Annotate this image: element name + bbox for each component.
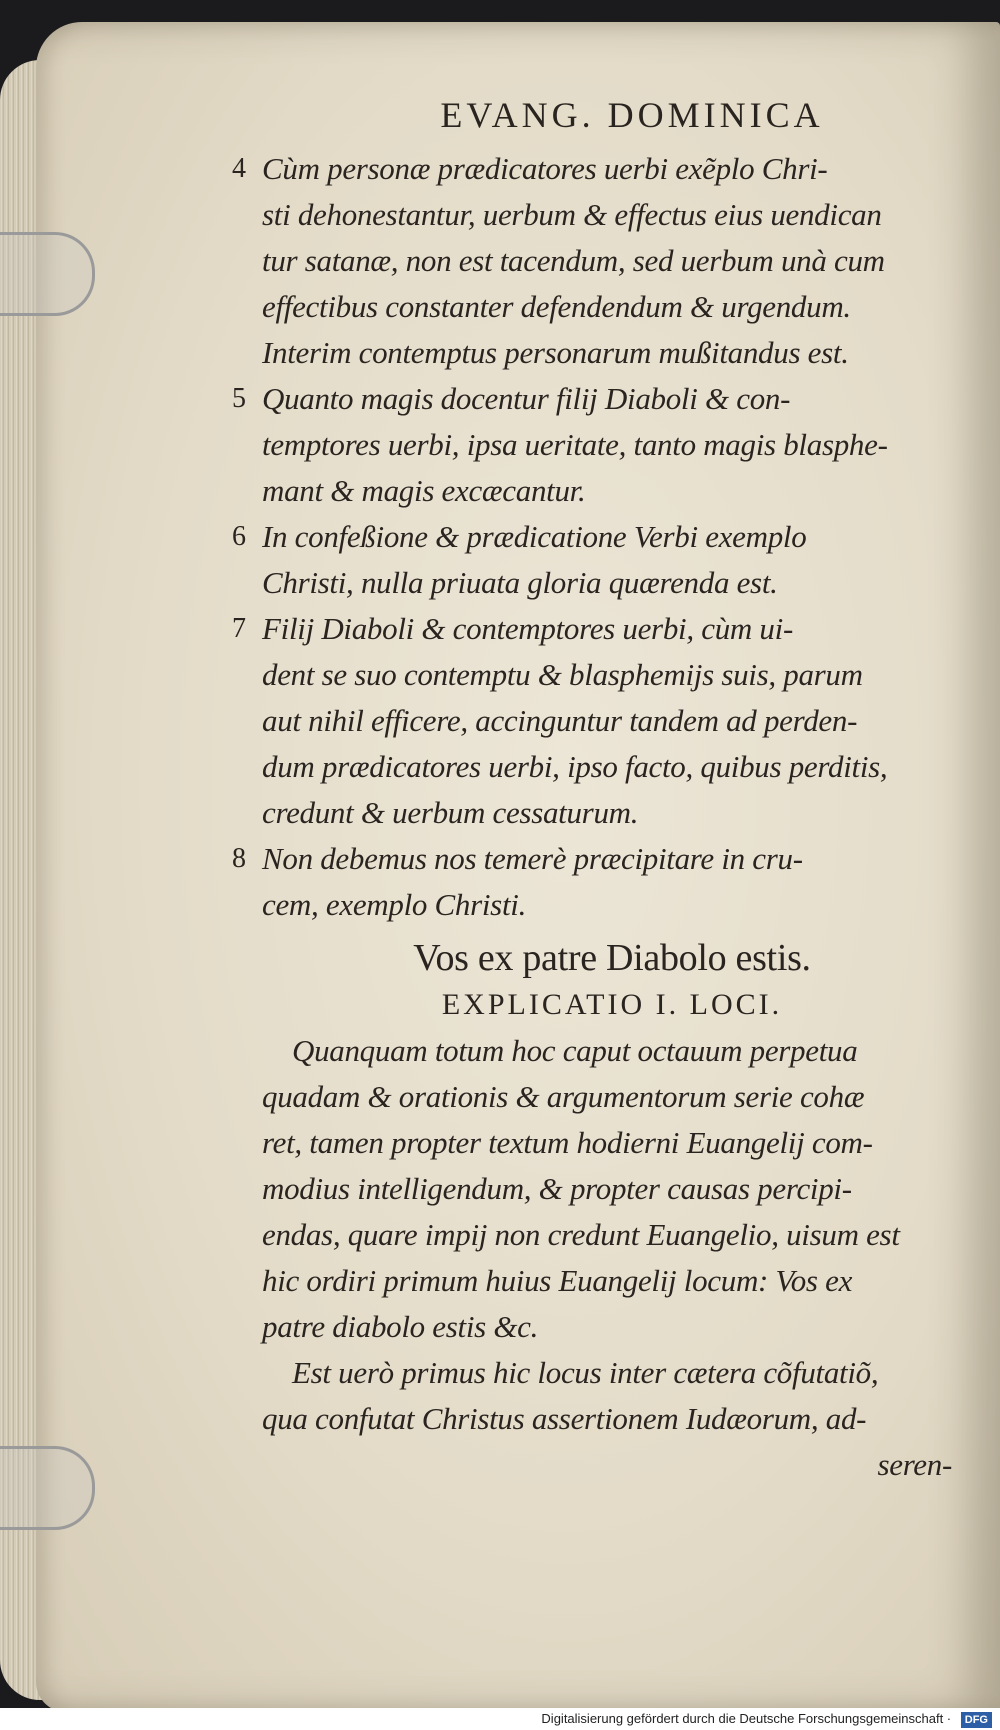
list-item-6: [232, 514, 962, 606]
paragraph-2: [262, 1350, 962, 1442]
item-number: 6: [232, 521, 246, 552]
text-line: Est uerò primus hic locus inter cætera cõfutatiõ,: [292, 1355, 879, 1390]
text-line: Interim contemptus personarum mußitandus est.: [262, 335, 849, 370]
paragraph-1: [262, 1028, 962, 1350]
text-line: temptores uerbi, ipsa ueritate, tanto magis blasphe-: [262, 427, 888, 462]
text-line: cem, exemplo Christi.: [262, 887, 527, 922]
text-line: Non debemus nos temerè præcipitare in cru-: [262, 841, 803, 876]
text-line: mant & magis excæcantur.: [262, 473, 586, 508]
page-text: [232, 92, 962, 1488]
list-item-4: [232, 146, 962, 376]
text-line: qua confutat Christus assertionem Iudæorum, ad-: [262, 1401, 867, 1436]
list-item-7: [232, 606, 962, 836]
text-line: aut nihil efficere, accinguntur tandem ad perden-: [262, 703, 858, 738]
text-line: modius intelligendum, & propter causas percipi-: [262, 1171, 852, 1206]
footer-credit: Digitalisierung gefördert durch die Deutsche Forschungsgemeinschaft ·: [541, 1711, 952, 1726]
catchword: seren-: [877, 1447, 952, 1482]
text-line: Filij Diaboli & contemptores uerbi, cùm ui-: [262, 611, 793, 646]
text-line: dum prædicatores uerbi, ipso facto, quibus perditis,: [262, 749, 888, 784]
book-clip-top: [0, 232, 95, 316]
text-line: patre diabolo estis &c.: [262, 1309, 539, 1344]
text-line: Cùm personæ prædicatores uerbi exẽplo Chri-: [262, 151, 828, 186]
item-number: 7: [232, 613, 246, 644]
text-line: hic ordiri primum huius Euangelij locum: Vos ex: [262, 1263, 853, 1298]
item-number: 8: [232, 843, 246, 874]
text-line: Quanto magis docentur filij Diaboli & con-: [262, 381, 791, 416]
list-item-8: [232, 836, 962, 928]
footer-bar: [0, 1708, 1000, 1730]
section-heading: Vos ex patre Diabolo estis.: [413, 937, 811, 979]
text-line: credunt & uerbum cessaturum.: [262, 795, 639, 830]
text-line: Christi, nulla priuata gloria quærenda est.: [262, 565, 778, 600]
text-line: sti dehonestantur, uerbum & effectus eius uendican: [262, 197, 882, 232]
text-line: endas, quare impij non credunt Euangelio, uisum est: [262, 1217, 900, 1252]
section-subheading: EXPLICATIO I. LOCI.: [441, 988, 783, 1021]
text-line: In confeßione & prædicatione Verbi exemplo: [262, 519, 807, 554]
text-line: ret, tamen propter textum hodierni Euangelij com-: [262, 1125, 873, 1160]
text-line: tur satanæ, non est tacendum, sed uerbum unà cum: [262, 243, 885, 278]
dfg-logo: DFG: [961, 1712, 992, 1728]
text-line: Quanquam totum hoc caput octauum perpetua: [292, 1033, 858, 1068]
running-head: EVANG. DOMINICA: [440, 95, 824, 135]
book-clip-bottom: [0, 1446, 95, 1530]
text-line: quadam & orationis & argumentorum serie cohæ: [262, 1079, 865, 1114]
text-line: effectibus constanter defendendum & urgendum.: [262, 289, 851, 324]
item-number: 5: [232, 383, 246, 414]
list-item-5: [232, 376, 962, 514]
text-line: dent se suo contemptu & blasphemijs suis, parum: [262, 657, 863, 692]
item-number: 4: [232, 153, 246, 184]
